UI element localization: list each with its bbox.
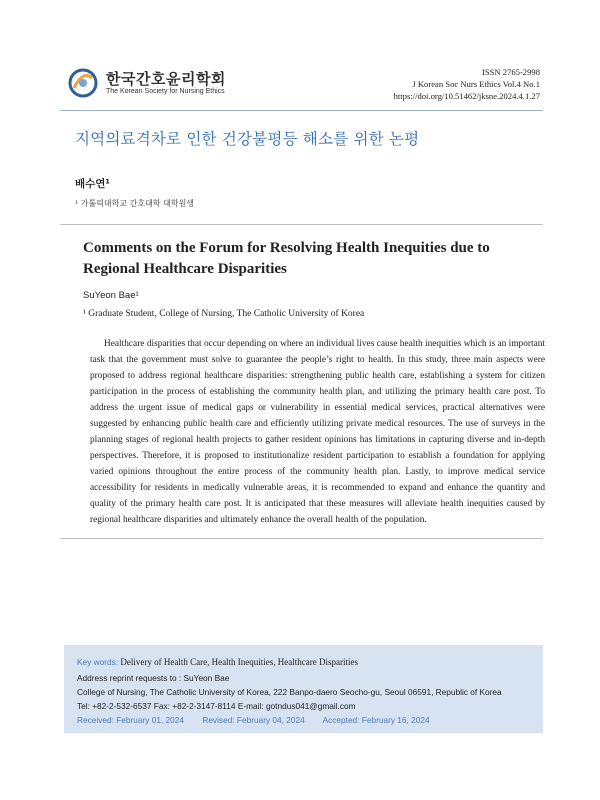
keywords: Delivery of Health Care, Health Inequities, Healthcare Disparities	[120, 657, 359, 667]
doi-link[interactable]: https://doi.org/10.51462/jksne.2024.4.1.27	[393, 91, 540, 101]
header-divider	[60, 110, 543, 111]
article-dates	[77, 715, 446, 725]
abstract-text: Healthcare disparities that occur depending on where an individual lives cause health inequities which is an important task that the government must solve to guarantee the people’s right to health. In this study, three main aspects were proposed to address regional healthcare disparities: strengthening public health care, establishing a system for citizen participation in the process of establishing the community health plan, and utilizing the primary health care post. To address the urgent issue of medical gaps or vulnerability in essential medical services, practical alternatives were suggested by enhancing public health care and efficiently utilizing private medical resources. The use of surveys in the planning stages of regional health projects to gather resident opinions has limitations in capturing diverse and in-depth perspectives. Therefore, it is proposed to institutionalize resident participation to establish a foundation for applying varied opinions throughout the entire process of the community health plan. Lastly, to improve medical service accessibility for residents in medically vulnerable areas, it is recommended to expand and enhance the quantity and quality of the primary health care post. It is anticipated that these measures will alleviate health inequities caused by regional healthcare disparities and ultimately enhance the overall health of the population.	[90, 339, 545, 525]
title-en: Comments on the Forum for Resolving Health Inequities due to Regional Healthcare Disparities	[83, 240, 490, 277]
affiliation-en: ¹ Graduate Student, College of Nursing, The Catholic University of Korea	[83, 309, 365, 319]
contact-info: Tel: +82-2-532-6537 Fax: +82-2-3147-8114 E-mail: gotndus041@gmail.com	[77, 701, 356, 711]
section-divider	[60, 224, 543, 225]
title-kr: 지역의료격차로 인한 건강불평등 해소를 위한 논평	[75, 130, 420, 148]
affiliation-kr: ¹ 가톨릭대학교 간호대학 대학원생	[75, 199, 195, 208]
society-name-kr: 한국간호윤리학회	[106, 70, 226, 88]
reprint-request: Address reprint requests to : SuYeon Bae	[77, 673, 230, 683]
society-logo	[68, 68, 98, 98]
abstract-divider	[60, 538, 543, 539]
received-date: Received: February 01, 2024	[77, 715, 185, 725]
society-name-en: The Korean Society for Nursing Ethics	[106, 88, 225, 95]
issn: ISSN 2765-2998	[481, 67, 540, 77]
article-info-box	[64, 645, 543, 733]
author-en: SuYeon Bae¹	[83, 290, 139, 301]
author-kr: 배수연¹	[75, 178, 111, 190]
keywords-label: Key words:	[77, 657, 119, 667]
revised-date: Revised: February 04, 2024	[202, 715, 305, 725]
keywords-line	[77, 657, 358, 667]
journal-reference: J Korean Soc Nurs Ethics Vol.4 No.1	[412, 79, 540, 89]
journal-meta	[394, 66, 540, 102]
accepted-date: Accepted: February 16, 2024	[322, 715, 430, 725]
correspondence-address: College of Nursing, The Catholic University of Korea, 222 Banpo-daero Seocho-gu, Seoul 06591, Republic of Korea	[77, 687, 502, 697]
